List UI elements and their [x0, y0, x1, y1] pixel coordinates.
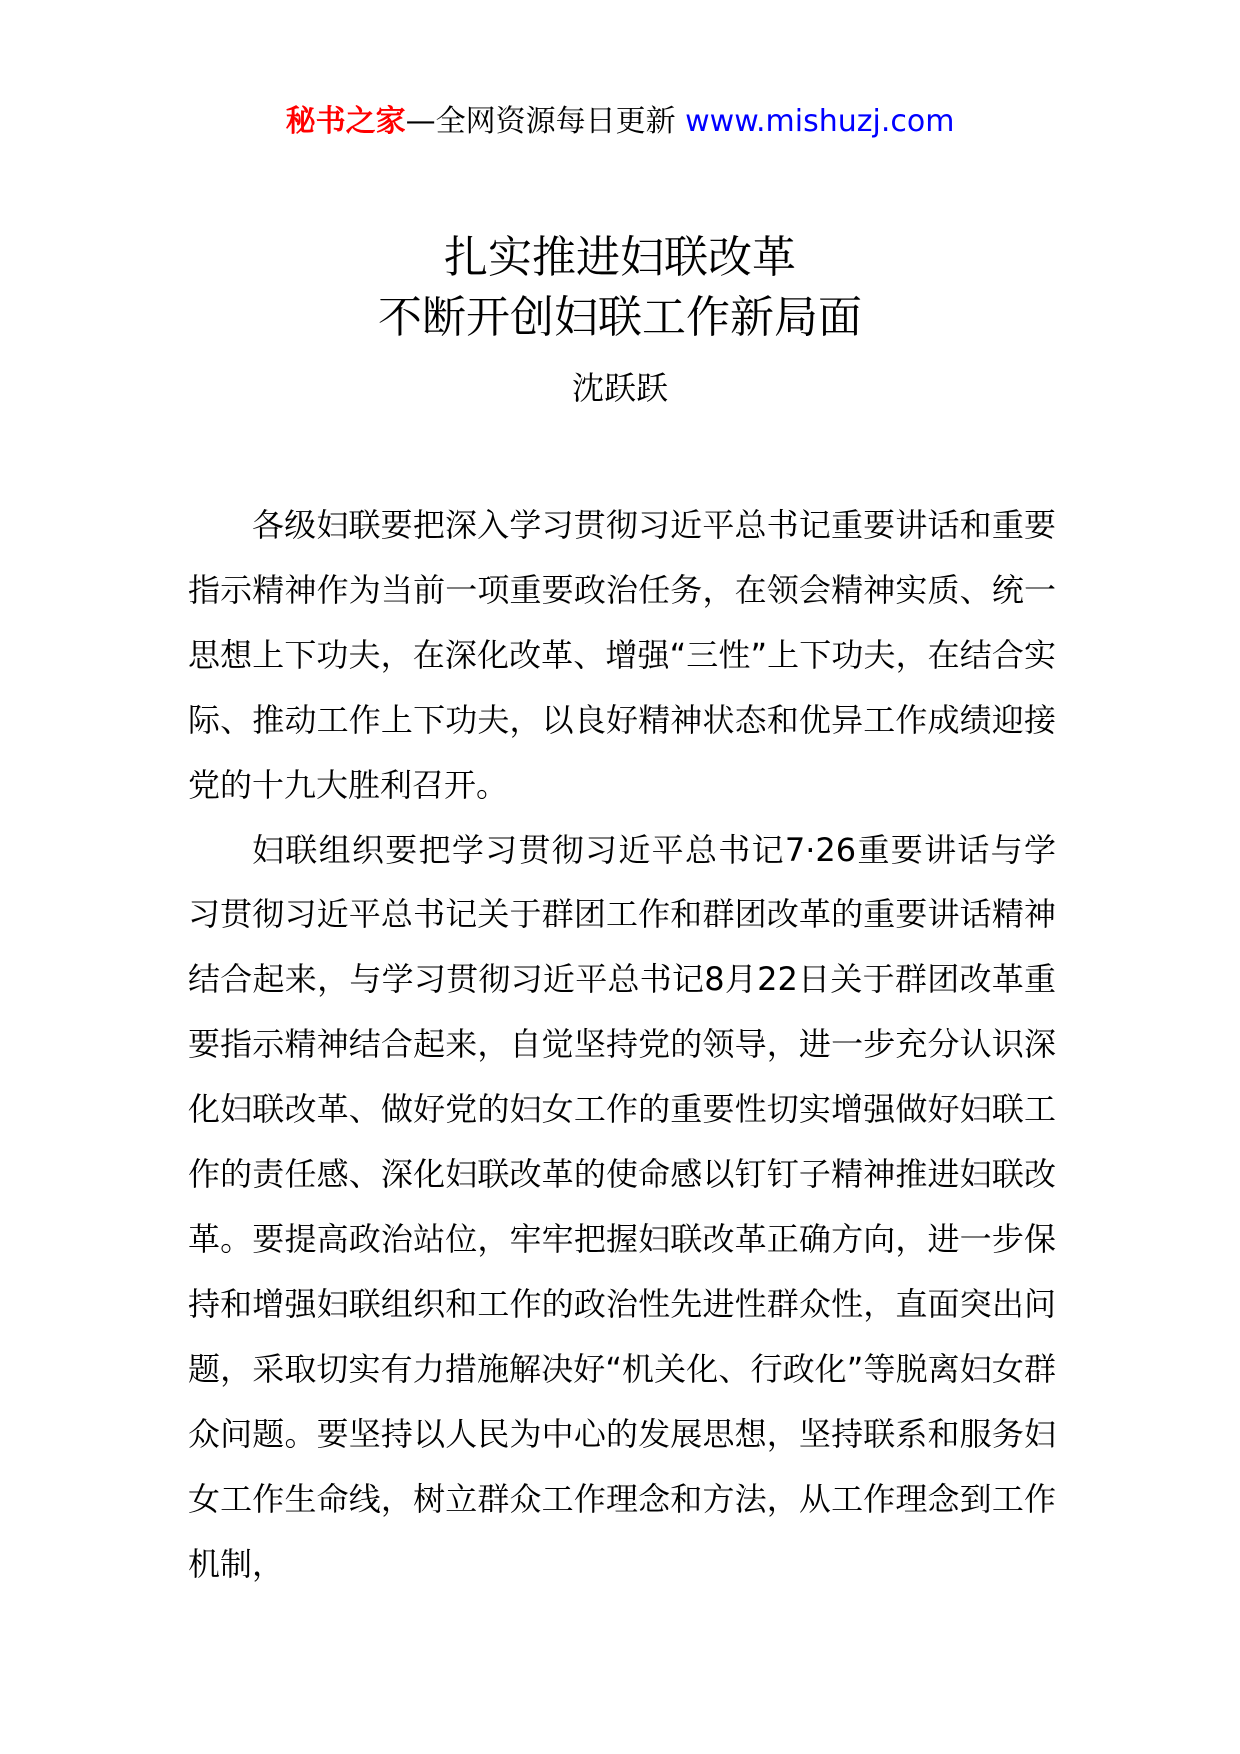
- title-line-2: 不断开创妇联工作新局面: [378, 292, 862, 343]
- paragraph: 各级妇联要把深入学习贯彻习近平总书记重要讲话和重要指示精神作为当前一项重要政治任务，在领会精神实质、统一思想上下功夫，在深化改革、增强“三性”上下功夫，在结合实际、推动工作上下功夫，以良好精神状态和优异工作成绩迎接党的十九大胜利召开。: [188, 506, 1056, 804]
- site-url-link[interactable]: www.mishuzj.com: [685, 104, 955, 139]
- header-slogan: —全网资源每日更新: [405, 104, 686, 139]
- site-header: [0, 102, 1240, 142]
- paragraph: 妇联组织要把学习贯彻习近平总书记7·26重要讲话与学习贯彻习近平总书记关于群团工作和群团改革的重要讲话精神结合起来，与学习贯彻习近平总书记8月22日关于群团改革重要指示精神结合起来，自觉坚持党的领导，进一步充分认识深化妇联改革、做好党的妇女工作的重要性切实增强做好妇联工作的责任感、深化妇联改革的使命感以钉钉子精神推进妇联改革。要提高政治站位，牢牢把握妇联改革正确方向，进一步保持和增强妇联组织和工作的政治性先进性群众性，直面突出问题，采取切实有力措施解决好“机关化、行政化”等脱离妇女群众问题。要坚持以人民为中心的发展思想，坚持联系和服务妇女工作生命线，树立群众工作理念和方法，从工作理念到工作机制，: [188, 830, 1056, 1583]
- brand-name: 秘书之家: [285, 104, 406, 139]
- author-name: 沈跃跃: [571, 369, 668, 407]
- title-line-1: 扎实推进妇联改革: [444, 232, 796, 283]
- document-title: [0, 228, 1240, 348]
- document-body: [188, 493, 1056, 1596]
